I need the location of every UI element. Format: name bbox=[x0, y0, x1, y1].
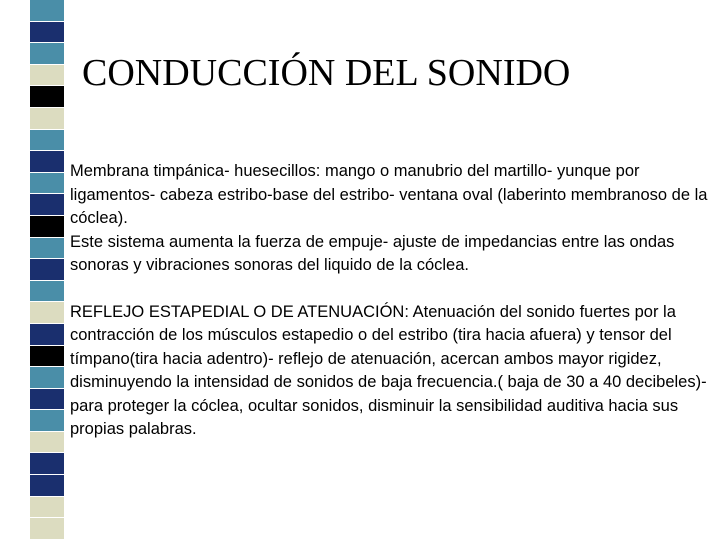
stripe-block bbox=[30, 410, 64, 432]
stripe-block bbox=[30, 238, 64, 260]
stripe-block bbox=[30, 367, 64, 389]
stripe-block bbox=[30, 216, 64, 238]
paragraph-stapedial-reflex: REFLEJO ESTAPEDIAL O DE ATENUACIÓN: Atenuación del sonido fuertes por la contracción de los músculos estapedio o del estribo (tira hacia afuera) y tensor del tímpano(tira hacia adentro)- reflejo de atenuación, acercan ambos mayor rigidez, disminuyendo la intensidad de sonidos de baja frecuencia.( baja de 30 a 40 decibeles)- para proteger la cóclea, ocultar sonidos, disminuir la sensibilidad auditiva hacia sus propias palabras. bbox=[70, 302, 707, 438]
stripe-block bbox=[30, 281, 64, 303]
stripe-block bbox=[30, 43, 64, 65]
stripe-block bbox=[30, 497, 64, 519]
stripe-block bbox=[30, 194, 64, 216]
stripe-block bbox=[30, 346, 64, 368]
stripe-block bbox=[30, 324, 64, 346]
stripe-block bbox=[30, 302, 64, 324]
stripe-block bbox=[30, 173, 64, 195]
stripe-block bbox=[30, 453, 64, 475]
stripe-block bbox=[30, 0, 64, 22]
stripe-block bbox=[30, 151, 64, 173]
slide-body bbox=[70, 160, 715, 442]
stripe-block bbox=[30, 432, 64, 454]
stripe-block bbox=[30, 518, 64, 540]
stripe-block bbox=[30, 65, 64, 87]
slide-title: CONDUCCIÓN DEL SONIDO bbox=[82, 52, 571, 94]
stripe-block bbox=[30, 130, 64, 152]
paragraph-conduction-chain: Membrana timpánica- huesecillos: mango o manubrio del martillo- yunque por ligamentos- cabeza estribo-base del estribo- ventana oval (laberinto membranoso de la cóclea). bbox=[70, 162, 708, 227]
stripe-block bbox=[30, 259, 64, 281]
stripe-block bbox=[30, 22, 64, 44]
stripe-block bbox=[30, 86, 64, 108]
paragraph-impedance: Este sistema aumenta la fuerza de empuje- ajuste de impedancias entre las ondas sonoras y vibraciones sonoras del liquido de la cóclea. bbox=[70, 232, 675, 274]
stripe-block bbox=[30, 389, 64, 411]
stripe-block bbox=[30, 475, 64, 497]
stripe-block bbox=[30, 108, 64, 130]
decorative-stripe bbox=[30, 0, 64, 540]
